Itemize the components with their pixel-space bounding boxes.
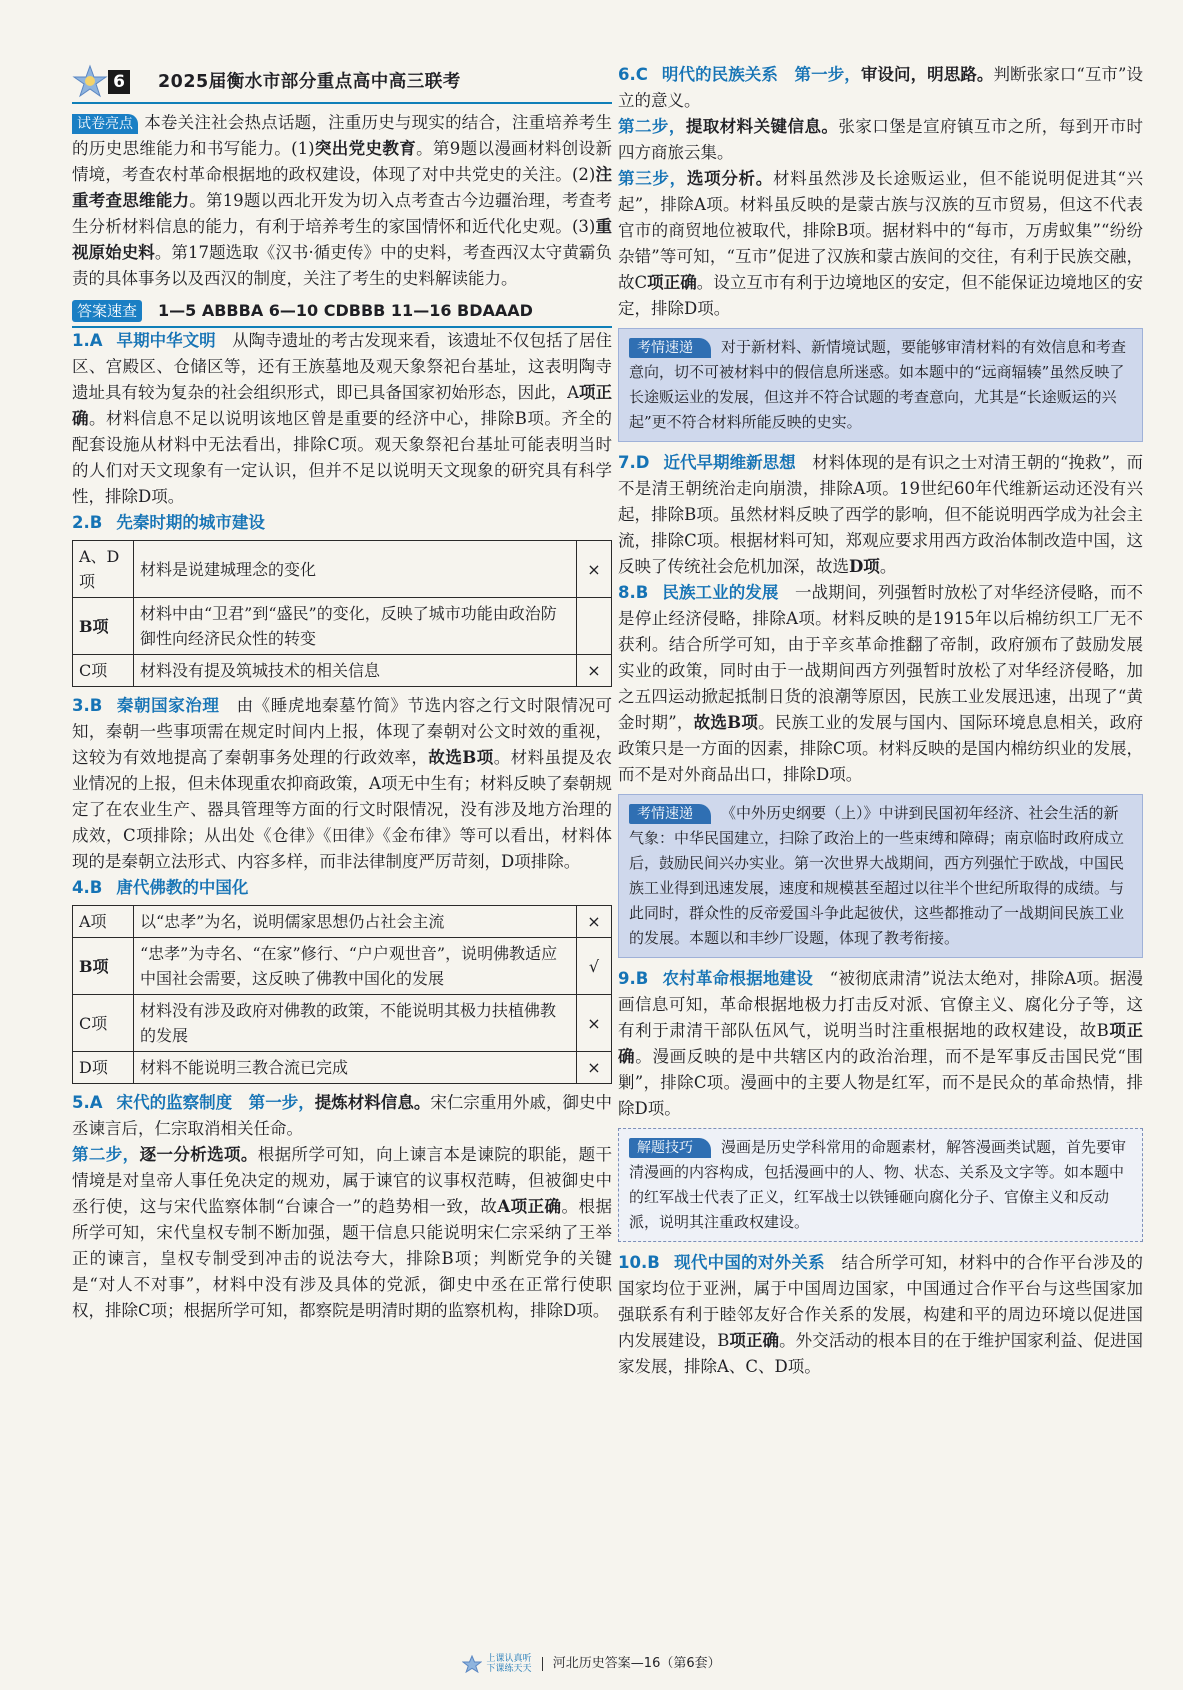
q6-tip-box: 考情速递 对于新材料、新情境试题，要能够审清材料的有效信息和考查意向，切不可被材料中的假信息所迷惑。如本题中的“远商辐辏”虽然反映了长途贩运业的发展，但这并不符合试题的考查意向，尤其是“长途贩运的兴起”更不符合材料所能反映的史实。 [618,328,1143,442]
q9-tip-box: 解题技巧 漫画是历史学科常用的命题素材，解答漫画类试题，首先要审清漫画的内容构成，包括漫画中的人、物、状态、关系及文字等。如本题中的红军战士代表了正义，红军战士以铁锤砸向腐化分子、官僚主义和反动派，说明其注重政权建设。 [618,1128,1143,1242]
set-title: 2025届衡水市部分重点高中高三联考 [158,72,461,92]
q8-explanation: 8.B 民族工业的发展 一战期间，列强暂时放松了对华经济侵略，而不是停止经济侵略，排除A项。材料反映的是1915年以后棉纺织工厂无不获利。结合所学可知，由于辛亥革命推翻了帝制，政府颁布了鼓励发展实业的政策，同时由于一战期间西方列强暂时放松了对华经济侵略，加之五四运动掀起抵制日货的浪潮等原因，民族工业发展迅速，出现了“黄金时期”，故选B项。民族工业的发展与国内、国际环境息息相关，政府政策只是一方面的因素，排除C项。材料反映的是国内棉纺织业的发展，而不是对外商品出口，排除D项。 [618,583,1144,784]
left-column [72,62,612,1324]
q1-explanation: 1.A 早期中华文明 从陶寺遗址的考古发现来看，该遗址不仅包括了居住区、宫殿区、仓储区等，还有王族墓地及观天象祭祀台基址，这表明陶寺遗址具有较为复杂的社会组织形式，即已具备国家初始形态，因此，A项正确。材料信息不足以说明该地区曾是重要的经济中心，排除B项。齐全的配套设施从材料中无法看出，排除C项。观天象祭祀台基址可能表明当时的人们对天文现象有一定认识，但并不足以说明天文现象的研究具有科学性，排除D项。 [72,331,613,506]
highlights-paragraph: 试卷亮点 本卷关注社会热点话题，注重历史与现实的结合，注重培养考生的历史思维能力和书写能力。(1)突出党史教育。第9题以漫画材料创设新情境，考查农村革命根据地的政权建设，体现了对中共党史的关注。(2)注重考查思维能力。第19题以西北开发为切入点考查古今边疆治理，考查考生分析材料信息的能力，有利于培养考生的家国情怀和近代化史观。(3)重视原始史料。第17题选取《汉书·循吏传》中的史料，考查西汉太守黄霸负责的具体事务以及西汉的制度，关注了考生的史料解读能力。 [72,113,613,288]
q10-explanation: 10.B 现代中国的对外关系 结合所学可知，材料中的合作平台涉及的国家均位于亚洲，属于中国周边国家，中国通过合作平台与这些国家加强联系有利于睦邻友好合作关系的发展，构建和平的周边环境以促进国内发展建设，B项正确。外交活动的根本目的在于维护国家利益、促进国家发展，排除A、C、D项。 [618,1253,1144,1376]
q8-tip-label: 考情速递 [629,804,711,824]
q6-explanation: 6.C 明代的民族关系 第一步，审设问，明思路。判断张家口“互市”设立的意义。 第二步，提取材料关键信息。张家口堡是宣府镇互市之所，每到开市时四方商旅云集。 第三步，选项分析。材料虽然涉及长途贩运业，但不能说明促进其“兴起”，排除A项。材料虽反映的是蒙古族与汉族的互市贸易，但这不代表官市的商贸地位被取代，排除B项。据材料中的“每市，万虏蚁集”“纷纷杂错”等可知，“互市”促进了汉族和蒙古族间的交往，有利于民族交融，故C项正确。设立互市有利于边境地区的安定，但不能保证边境地区的安定，排除D项。 [618,65,1144,318]
table-row: A项 以“忠孝”为名，说明儒家思想仍占社会主流 × [73,906,612,938]
q9-tip-label: 解题技巧 [629,1138,711,1158]
q9-explanation: 9.B 农村革命根据地建设 “被彻底肃清”说法太绝对，排除A项。据漫画信息可知，革命根据地极力打击反对派、官僚主义、腐化分子等，这有利于肃清干部队伍风气，说明当时注重根据地的政权建设，故B项正确。漫画反映的是中共辖区内的政治治理，而不是军事反击国民党“围剿”，排除C项。漫画中的主要人物是红军，而不是民众的革命热情，排除D项。 [618,969,1143,1118]
table-row: A、D项 材料是说建城理念的变化 × [73,541,612,598]
set-number: 6 [108,70,130,94]
answer-key-label: 答案速查 [72,300,142,322]
footer-logo-icon [462,1656,486,1671]
table-row: B项 “忠孝”为寺名、“在家”修行、“户户观世音”，说明佛教适应中国社会需要，这反映了佛教中国化的发展 √ [73,938,612,995]
answer-key-values: 1—5 ABBBA 6—10 CDBBB 11—16 BDAAAD [158,301,533,320]
answer-key [72,298,612,328]
table-row: D项 材料不能说明三教合流已完成 × [73,1052,612,1084]
footer-slogan: 上课认真听 下课练天天 [486,1653,532,1674]
brand-logo-icon [72,64,108,100]
table-row: B项 材料中由“卫君”到“盛民”的变化，反映了城市功能由政治防御性向经济民众性的转变 [73,598,612,655]
right-column [618,62,1143,1380]
page-number: 河北历史答案—16（第6套） [552,1656,721,1671]
q7-explanation: 7.D 近代早期维新思想 材料体现的是有识之士对清王朝的“挽救”，而不是清王朝统治走向崩溃，排除A项。19世纪60年代维新运动还没有兴起，排除B项。虽然材料反映了西学的影响，但不能说明西学成为社会主流，排除C项。根据材料可知，郑观应要求用西方政治体制改造中国，这反映了传统社会危机加深，故选D项。 [618,453,1144,576]
table-row: C项 材料没有提及筑城技术的相关信息 × [73,655,612,687]
highlights-label: 试卷亮点 [72,114,138,134]
q4-table [72,905,612,1084]
q6-tip-label: 考情速递 [629,338,711,358]
q2-heading: 2.B 先秦时期的城市建设 [72,513,265,532]
q5-explanation: 5.A 宋代的监察制度 第一步，提炼材料信息。宋仁宗重用外戚，御史中丞谏言后，仁宗取消相关任命。 第二步，逐一分析选项。根据所学可知，向上谏言本是谏院的职能，题干情境是对皇帝人事任免决定的规劝，属于谏官的议事权范畴，但被御史中丞行使，这与宋代监察体制“台谏合一”的趋势相一致，故A项正确。根据所学可知，宋代皇权专制不断加强，题干信息只能说明宋仁宗采纳了王举正的谏言，皇权专制受到冲击的说法夸大，排除B项；判断党争的关键是“对人不对事”，材料中没有涉及具体的党派，御史中丞在正常行使职权，排除C项；根据所学可知，都察院是明清时期的监察机构，排除D项。 [72,1093,613,1320]
q8-tip-box: 考情速递 《中外历史纲要（上）》中讲到民国初年经济、社会生活的新气象：中华民国建立，扫除了政治上的一些束缚和障碍；南京临时政府成立后，鼓励民间兴办实业。第一次世界大战期间，西方列强忙于欧战，中国民族工业得到迅速发展，速度和规模甚至超过以往半个世纪所取得的成绩。与此同时，群众性的反帝爱国斗争此起彼伏，这些都推动了一战期间民族工业的发展。本题以和丰纱厂设题，体现了教考衔接。 [618,794,1143,958]
set-header [72,62,612,104]
q2-table [72,540,612,687]
table-row: C项 材料没有涉及政府对佛教的政策，不能说明其极力扶植佛教的发展 × [73,995,612,1052]
page-footer [0,1652,1183,1674]
q4-heading: 4.B 唐代佛教的中国化 [72,878,249,897]
q3-explanation: 3.B 秦朝国家治理 由《睡虎地秦墓竹简》节选内容之行文时限情况可知，秦朝一些事项需在规定时间内上报，体现了秦朝对公文时效的重视，这较为有效地提高了秦朝事务处理的行政效率，故选B项。材料虽提及农业情况的上报，但未体现重农抑商政策，A项无中生有；材料反映了秦朝规定了在农业生产、器具管理等方面的行文时限情况，没有涉及地方治理的成效，C项排除；从出处《仓律》《田律》《金布律》等可以看出，材料体现的是秦朝立法形式、内容多样，而非法律制度严厉苛刻，D项排除。 [72,696,613,871]
